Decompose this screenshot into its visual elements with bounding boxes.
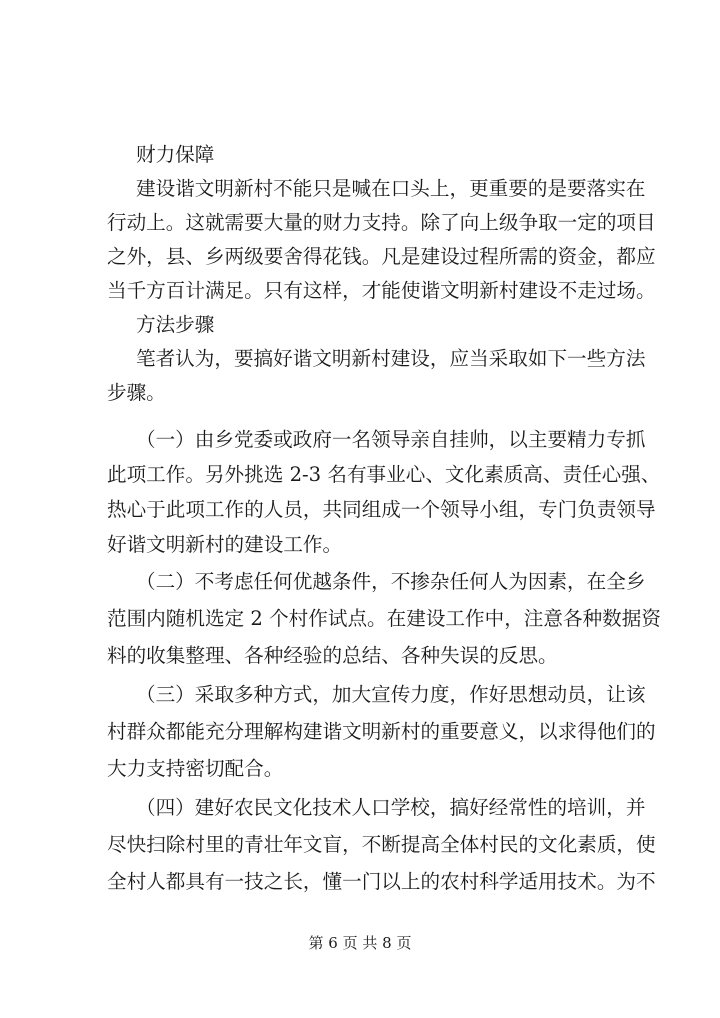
paragraph-line: 尽快扫除村里的青壮年文盲，不断提高全体村民的文化素质，使 xyxy=(107,833,656,856)
paragraph-line: 热心于此项工作的人员，共同组成一个领导小组，专门负责领导 xyxy=(107,498,656,521)
paragraph-line: 之外，县、乡两级要舍得花钱。凡是建设过程所需的资金，都应 xyxy=(107,245,656,268)
paragraph-line: 范围内随机选定 2 个村作试点。在建设工作中，注意各种数据资 xyxy=(107,607,661,630)
section-heading-method: 方法步骤 xyxy=(136,313,215,336)
paragraph-line: 步骤。 xyxy=(107,381,166,404)
paragraph-line: 大力支持密切配合。 xyxy=(107,757,284,780)
paragraph-line: 村群众都能充分理解构建谐文明新村的重要意义，以求得他们的 xyxy=(107,720,656,743)
page-number-footer: 第 6 页 共 8 页 xyxy=(308,934,412,952)
paragraph-line: （二）不考虑任何优越条件，不掺杂任何人为因素，在全乡 xyxy=(136,570,646,593)
paragraph-line: （三）采取多种方式，加大宣传力度，作好思想动员，让该 xyxy=(136,683,646,706)
paragraph-line: 全村人都具有一技之长，懂一门以上的农村科学适用技术。为不 xyxy=(107,870,656,893)
paragraph-line: 建设谐文明新村不能只是喊在口头上，更重要的是要落实在 xyxy=(136,177,646,200)
paragraph-line: （四）建好农民文化技术人口学校，搞好经常性的培训，并 xyxy=(136,796,646,819)
paragraph-line: 料的收集整理、各种经验的总结、各种失误的反思。 xyxy=(107,644,558,667)
paragraph-line: 当千方百计满足。只有这样，才能使谐文明新村建设不走过场。 xyxy=(107,279,656,302)
paragraph-line: 此项工作。另外挑选 2-3 名有事业心、文化素质高、责任心强、 xyxy=(107,463,661,486)
section-heading-finance: 财力保障 xyxy=(136,143,215,166)
paragraph-line: 笔者认为，要搞好谐文明新村建设，应当采取如下一些方法 xyxy=(136,347,646,370)
paragraph-line: 行动上。这就需要大量的财力支持。除了向上级争取一定的项目 xyxy=(107,211,656,234)
paragraph-line: 好谐文明新村的建设工作。 xyxy=(107,533,343,556)
paragraph-line: （一）由乡党委或政府一名领导亲自挂帅，以主要精力专抓 xyxy=(136,428,646,451)
